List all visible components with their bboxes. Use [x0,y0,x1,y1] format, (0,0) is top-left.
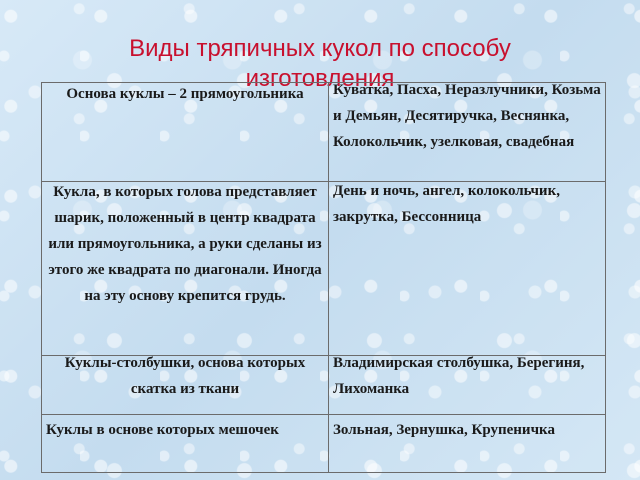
table-row [42,356,606,415]
table-row [42,415,606,473]
dolls-text: Владимирская столбушка, Берегиня, Лихоманка [333,355,585,397]
method-text: Куклы в основе которых мешочек [46,422,279,438]
doll-types-table [41,82,606,473]
method-text: Куклы-столбушки, основа которых скатка из ткани [64,355,306,397]
slide-title: Виды тряпичных кукол по способу изготовления [129,35,511,92]
method-text: Основа куклы – 2 прямоугольника [66,86,304,102]
dolls-cell [329,83,606,182]
dolls-text: Зольная, Зернушка, Крупеничка [333,422,555,438]
table-row [42,182,606,356]
dolls-cell [329,182,606,356]
method-text: Кукла, в которых голова представляет шарик, положенный в центр квадрата или прямоугольника, а руки сделаны из этого же квадрата по диагонали. Иногда на эту основу крепится грудь. [48,184,322,304]
table-row [42,83,606,182]
dolls-cell [329,415,606,473]
dolls-text: Куватка, Пасха, Неразлучники, Козьма и Демьян, Десятиручка, Веснянка, Колокольчик, узелковая, свадебная [333,82,601,150]
method-cell [42,415,329,473]
dolls-text: День и ночь, ангел, колокольчик, закрутка, Бессонница [333,183,560,225]
method-cell [42,356,329,415]
method-cell [42,182,329,356]
method-cell [42,83,329,182]
dolls-cell [329,356,606,415]
